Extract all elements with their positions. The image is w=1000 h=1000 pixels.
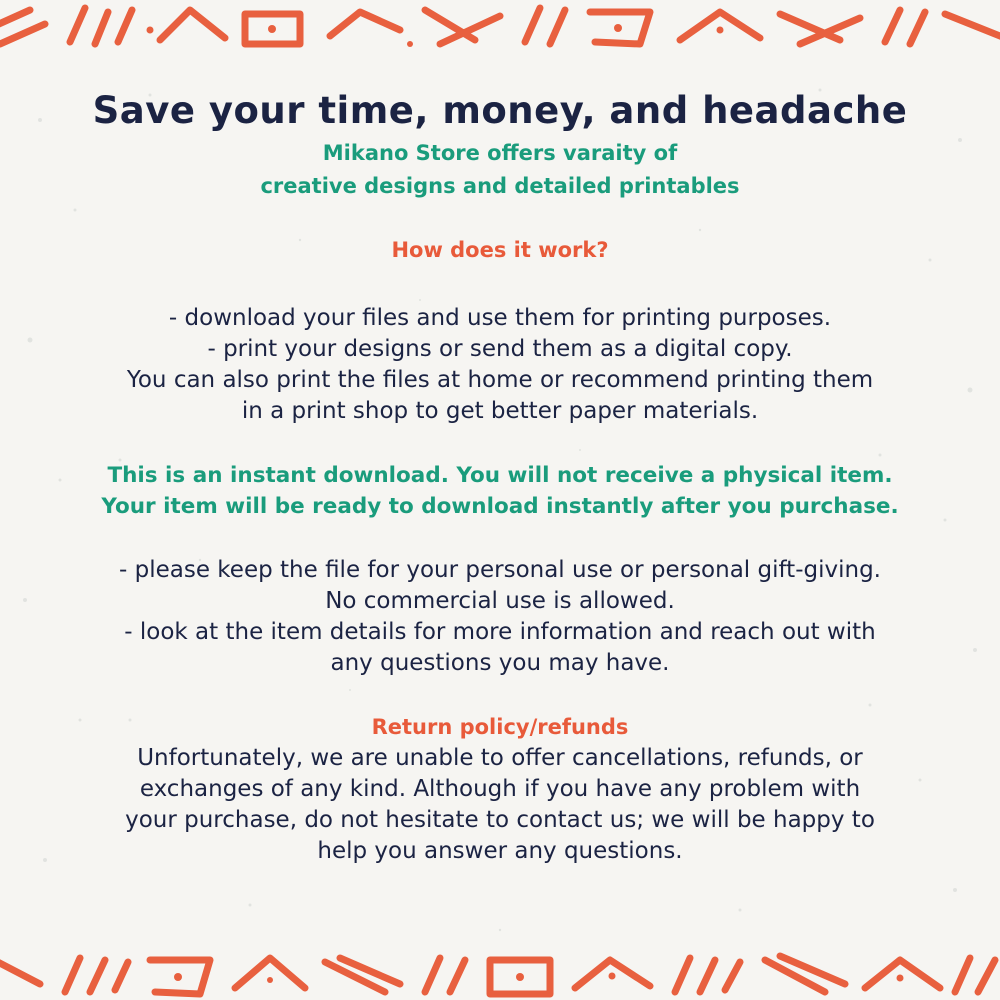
return-policy-line: Unfortunately, we are unable to offer cancellations, refunds, or [137, 745, 863, 771]
info-content [50, 86, 950, 867]
return-policy-line: your purchase, do not hesitate to contact us; we will be happy to [125, 807, 875, 833]
instant-download-notice-line-2: Your item will be ready to download instantly after you purchase. [101, 494, 899, 519]
how-it-works-line: You can also print the files at home or recommend printing them [126, 367, 874, 393]
return-policy-line: exchanges of any kind. Although if you have any problem with [139, 776, 861, 802]
store-subtitle-line-1: Mikano Store offers varaity of [322, 141, 678, 165]
usage-line: No commercial use is allowed. [325, 588, 675, 614]
how-it-works-line: in a print shop to get better paper materials. [241, 398, 759, 424]
return-policy-line: help you answer any questions. [317, 838, 683, 864]
bottom-pattern-border [0, 948, 1000, 1000]
instant-download-notice-line-1: This is an instant download. You will not receive a physical item. [107, 463, 893, 488]
how-it-works-heading: How does it work? [391, 238, 609, 262]
store-subtitle-line-2: creative designs and detailed printables [260, 174, 740, 198]
usage-line: - look at the item details for more information and reach out with [124, 619, 876, 645]
page-title: Save your time, money, and headache [92, 89, 908, 132]
how-it-works-line: - print your designs or send them as a digital copy. [207, 336, 793, 362]
usage-line: - please keep the file for your personal use or personal gift-giving. [119, 557, 881, 583]
how-it-works-line: - download your files and use them for printing purposes. [168, 305, 832, 331]
return-policy-heading: Return policy/refunds [371, 715, 629, 739]
top-pattern-border [0, 0, 1000, 52]
usage-line: any questions you may have. [330, 650, 670, 676]
